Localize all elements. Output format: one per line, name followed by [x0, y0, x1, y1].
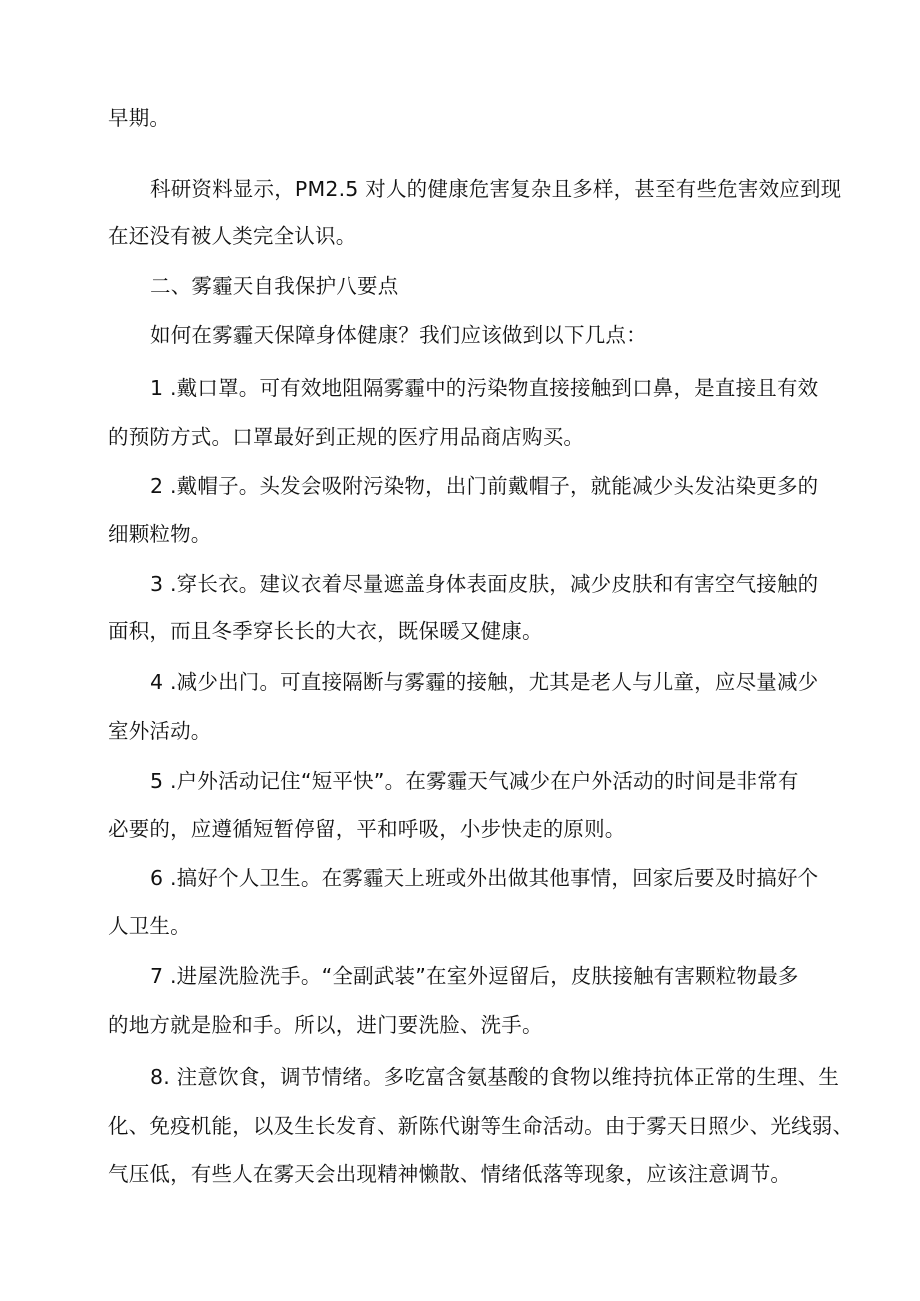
text-line: 科研资料显示，PM2.5 对人的健康危害复杂且多样，甚至有些危害效应到现	[150, 177, 842, 201]
list-item-line: 1 .戴口罩。可有效地阻隔雾霾中的污染物直接接触到口鼻，是直接且有效	[150, 376, 819, 400]
list-item-line: 6 .搞好个人卫生。在雾霾天上班或外出做其他事情，回家后要及时搞好个	[150, 866, 819, 890]
list-item-line: 气压低，有些人在雾天会出现精神懒散、情绪低落等现象，应该注意调节。	[108, 1162, 792, 1186]
list-item-line: 化、免疫机能，以及生长发育、新陈代谢等生命活动。由于雾天日照少、光线弱、	[108, 1114, 854, 1138]
list-item-line: 面积，而且冬季穿长长的大衣，既保暖又健康。	[108, 619, 543, 643]
list-item-line: 细颗粒物。	[108, 522, 212, 546]
list-item-line: 3 .穿长衣。建议衣着尽量遮盖身体表面皮肤，减少皮肤和有害空气接触的	[150, 572, 819, 596]
list-item-line: 的地方就是脸和手。所以，进门要洗脸、洗手。	[108, 1013, 543, 1037]
list-item-line: 4 .减少出门。可直接隔断与雾霾的接触，尤其是老人与儿童，应尽量减少	[150, 670, 819, 694]
list-item-line: 必要的，应遵循短暂停留，平和呼吸，小步快走的原则。	[108, 817, 626, 841]
text-line: 早期。	[108, 106, 171, 130]
list-item-line: 7 .进屋洗脸洗手。“全副武装”在室外逗留后，皮肤接触有害颗粒物最多	[150, 964, 799, 988]
list-item-line: 5 .户外活动记住“短平快”。在雾霾天气减少在户外活动的时间是非常有	[150, 769, 799, 793]
list-item-line: 的预防方式。口罩最好到正规的医疗用品商店购买。	[108, 425, 585, 449]
list-item-line: 2 .戴帽子。头发会吸附污染物，出门前戴帽子，就能减少头发沾染更多的	[150, 474, 819, 498]
list-item-line: 8. 注意饮食，调节情绪。多吃富含氨基酸的食物以维持抗体正常的生理、生	[150, 1065, 840, 1089]
text-line: 在还没有被人类完全认识。	[108, 224, 357, 248]
list-item-line: 室外活动。	[108, 719, 212, 743]
section-heading: 二、雾霾天自我保护八要点	[150, 274, 399, 298]
text-line: 如何在雾霾天保障身体健康？我们应该做到以下几点：	[150, 323, 647, 347]
list-item-line: 人卫生。	[108, 914, 191, 938]
